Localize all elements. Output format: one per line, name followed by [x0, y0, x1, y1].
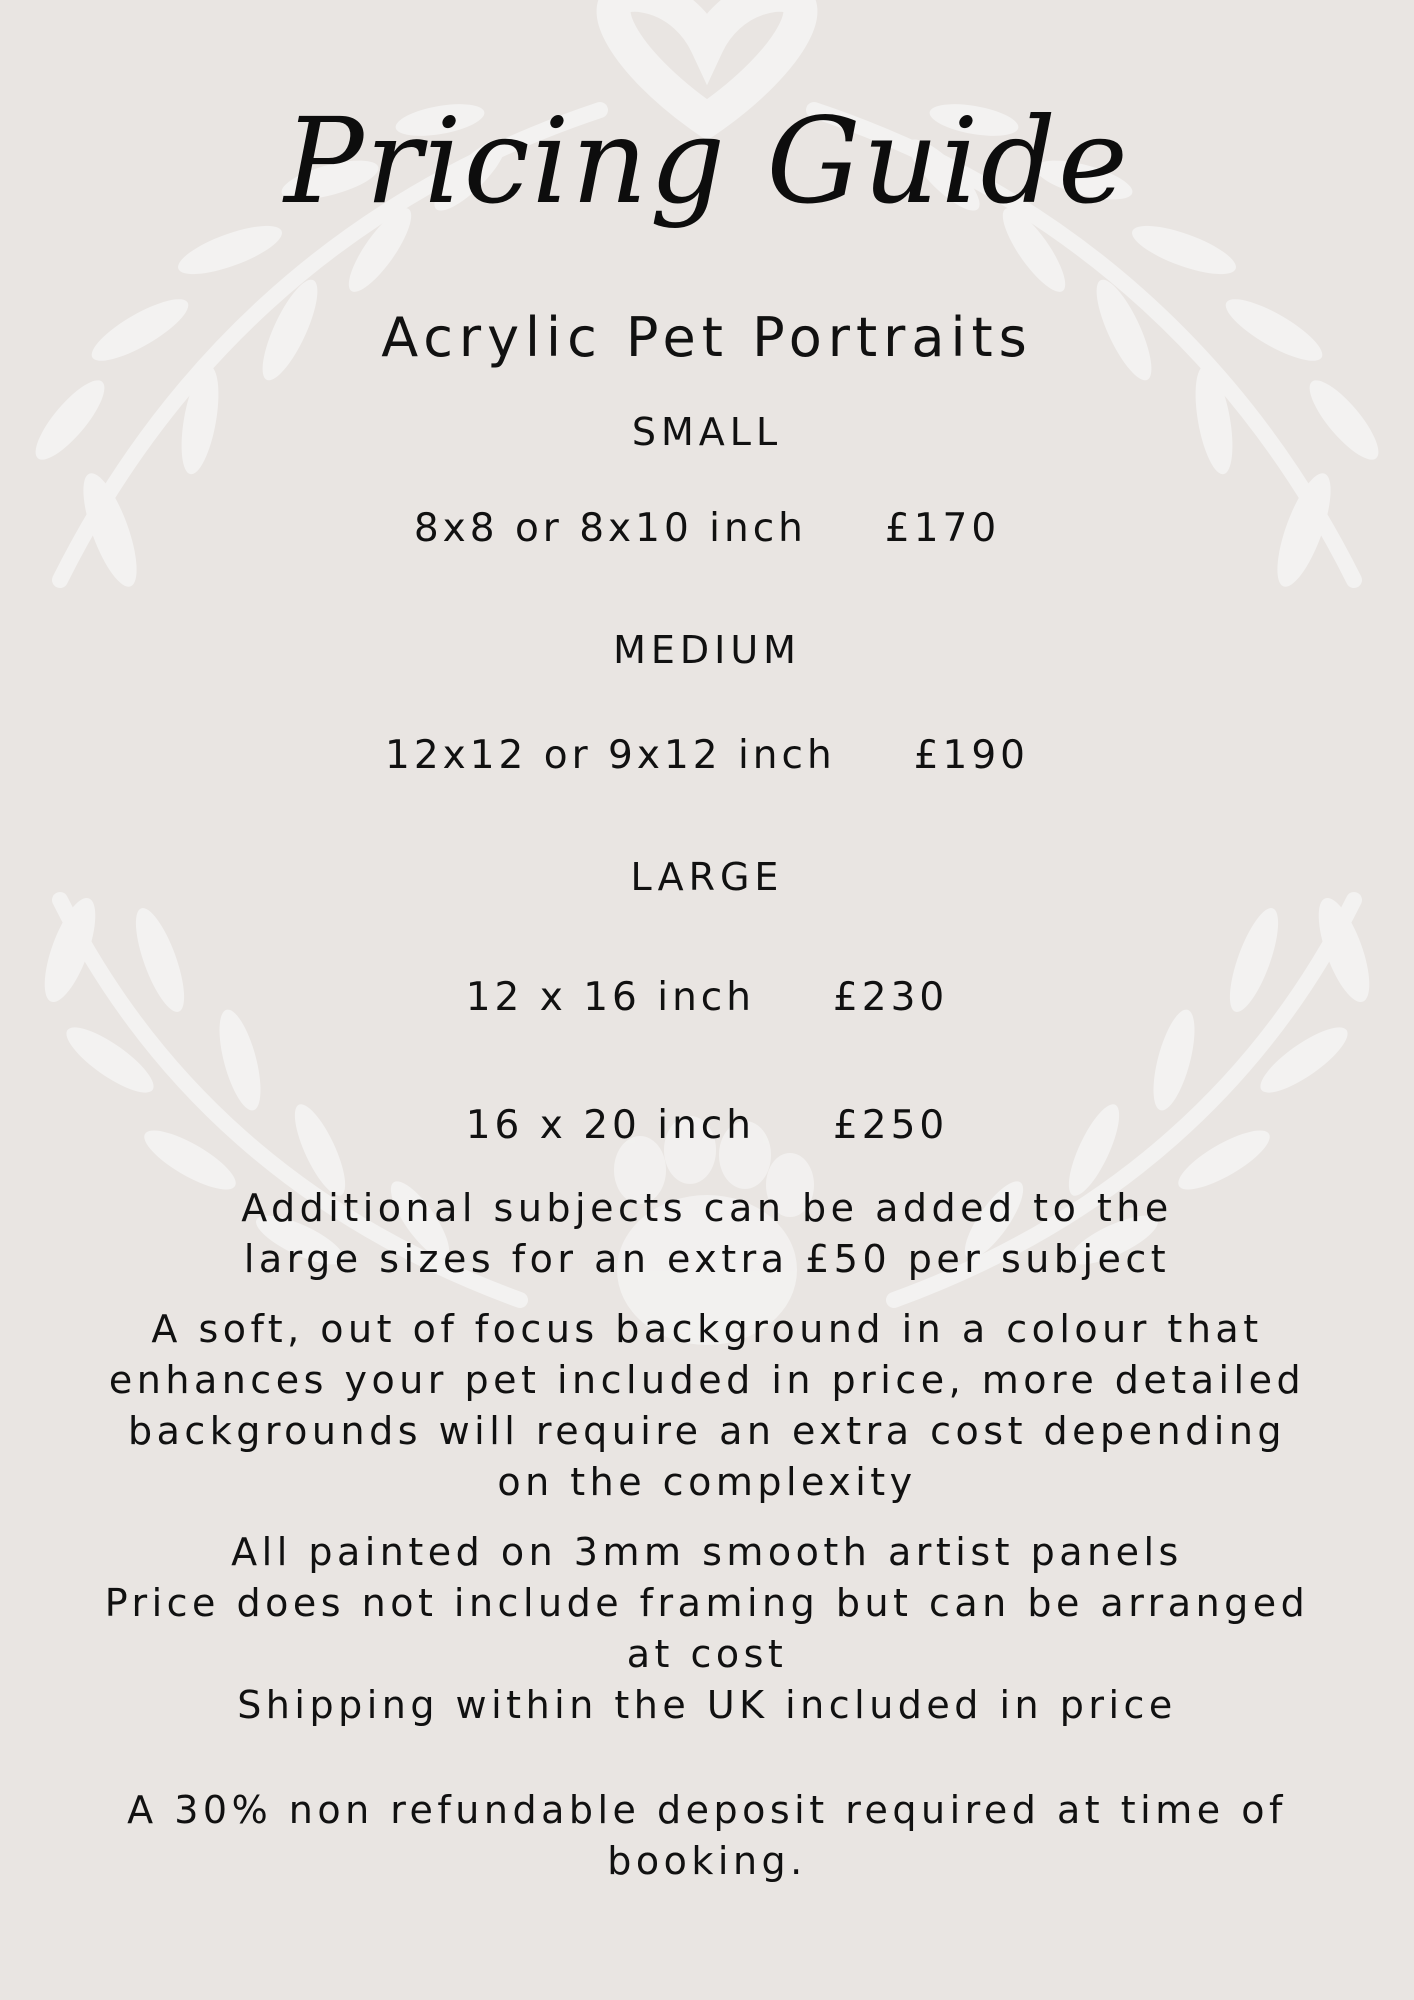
note-line: Additional subjects can be added to the	[241, 1186, 1173, 1230]
price-label: £230	[832, 975, 949, 1020]
section-heading-small: SMALL	[631, 410, 783, 454]
note-additional-subjects	[0, 1183, 1414, 1285]
size-label: 16 x 20 inch	[465, 1103, 755, 1148]
note-details	[0, 1527, 1414, 1731]
page-subtitle: Acrylic Pet Portraits	[381, 306, 1033, 369]
size-label: 8x8 or 8x10 inch	[413, 506, 807, 551]
note-deposit	[0, 1785, 1414, 1887]
section-heading-medium: MEDIUM	[613, 628, 801, 672]
note-line: Shipping within the UK included in price	[237, 1683, 1177, 1727]
price-row	[0, 975, 1414, 1020]
note-line: All painted on 3mm smooth artist panels	[231, 1530, 1183, 1574]
note-line: large sizes for an extra £50 per subject	[243, 1237, 1171, 1281]
price-row	[0, 733, 1414, 778]
size-label: 12x12 or 9x12 inch	[385, 733, 836, 778]
note-line: on the complexity	[497, 1460, 917, 1504]
size-label: 12 x 16 inch	[465, 975, 755, 1020]
note-background	[0, 1304, 1414, 1508]
price-label: £190	[913, 733, 1029, 778]
note-line: A soft, out of focus background in a colour that	[151, 1307, 1263, 1351]
note-line: enhances your pet included in price, more detailed	[108, 1358, 1306, 1402]
price-label: £170	[884, 506, 1001, 551]
page-title: Pricing Guide	[284, 92, 1130, 230]
note-line: Price does not include framing but can be arranged	[104, 1581, 1310, 1625]
note-line: booking.	[607, 1839, 807, 1883]
price-row	[0, 1103, 1414, 1148]
note-line: A 30% non refundable deposit required at time of	[127, 1788, 1287, 1832]
price-row	[0, 506, 1414, 551]
section-heading-large: LARGE	[630, 855, 784, 899]
price-label: £250	[832, 1103, 949, 1148]
note-line: at cost	[626, 1632, 788, 1676]
note-line: backgrounds will require an extra cost depending	[127, 1409, 1287, 1453]
